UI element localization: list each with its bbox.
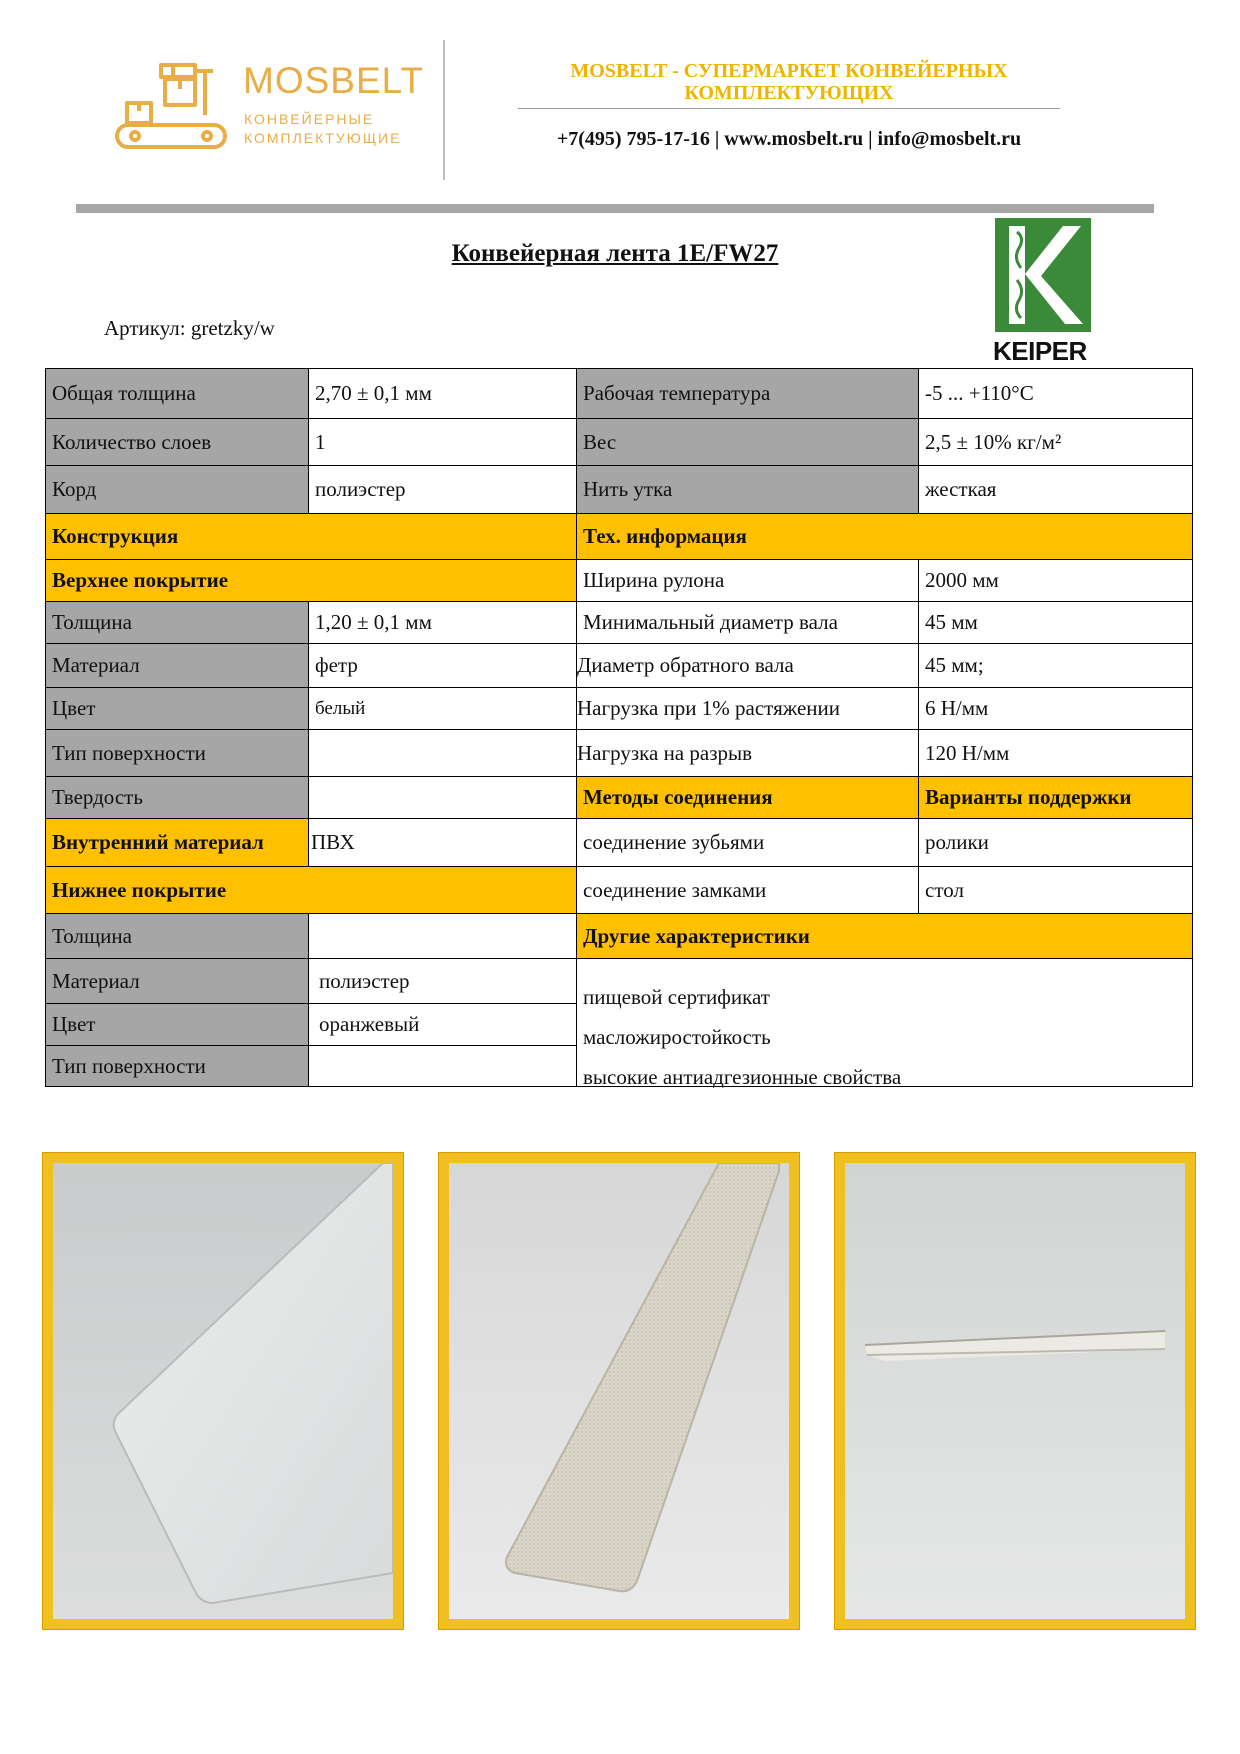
cord-label: Корд	[46, 466, 309, 514]
layers-value: 1	[309, 419, 577, 466]
construction-header: Конструкция	[46, 514, 577, 560]
weft-value: жесткая	[919, 466, 1192, 514]
product-title: Конвейерная лента 1E/FW27	[451, 240, 779, 267]
other-char-2: масложиростойкость	[583, 1025, 771, 1049]
hardness-value	[309, 777, 577, 819]
inner-material-label: Внутренний материал	[46, 819, 309, 867]
support-option-2: стол	[919, 867, 1192, 914]
join-method-1: соединение зубьями	[577, 819, 919, 867]
belt-photo-felt-surface	[42, 1152, 404, 1630]
roll-width-value: 2000 мм	[919, 560, 1192, 602]
top-color-label: Цвет	[46, 688, 309, 730]
top-surface-label: Тип поверхности	[46, 730, 309, 777]
bottom-color-label: Цвет	[46, 1004, 309, 1046]
min-drum-value: 45 мм	[919, 602, 1192, 644]
other-chars-list	[577, 959, 1192, 1089]
cord-value: полиэстер	[309, 466, 577, 514]
layers-label: Количество слоев	[46, 419, 309, 466]
header-divider	[443, 40, 445, 180]
belt-photo-fabric-surface	[438, 1152, 800, 1630]
top-surface-value	[309, 730, 577, 777]
top-thickness-label: Толщина	[46, 602, 309, 644]
top-material-label: Материал	[46, 644, 309, 688]
return-drum-value: 45 мм;	[919, 644, 1192, 688]
bottom-surface-label: Тип поверхности	[46, 1046, 309, 1086]
keiper-logo-icon	[995, 218, 1091, 332]
bottom-color-value: оранжевый	[309, 1004, 577, 1046]
bottom-thickness-value	[309, 914, 577, 959]
join-method-2: соединение замками	[577, 867, 919, 914]
company-tagline-line-2: КОМПЛЕКТУЮЩИХ	[684, 82, 894, 104]
company-tagline	[520, 60, 1058, 104]
load-1pct-label: Нагрузка при 1% растяжении	[577, 688, 919, 730]
return-drum-label: Диаметр обратного вала	[577, 644, 919, 688]
brand-subtitle-line-1: КОНВЕЙЕРНЫЕ	[244, 111, 375, 127]
join-methods-header: Методы соединения	[577, 777, 919, 819]
inner-material-value: ПВХ	[309, 819, 577, 867]
top-cover-header: Верхнее покрытие	[46, 560, 577, 602]
brand-subtitle-line-2: КОМПЛЕКТУЮЩИЕ	[244, 130, 402, 146]
other-chars-header: Другие характеристики	[577, 914, 1192, 959]
bottom-material-value: полиэстер	[309, 959, 577, 1004]
support-option-1: ролики	[919, 819, 1192, 867]
weight-label: Вес	[577, 419, 919, 466]
keiper-logo-text: KEIPER	[993, 336, 1087, 366]
work-temp-value: -5 ... +110°С	[919, 369, 1192, 419]
min-drum-label: Минимальный диаметр вала	[577, 602, 919, 644]
other-char-1: пищевой сертификат	[583, 985, 770, 1009]
brand-subtitle	[244, 110, 401, 148]
weft-label: Нить утка	[577, 466, 919, 514]
bottom-cover-header: Нижнее покрытие	[46, 867, 577, 914]
belt-photo-edge-profile	[834, 1152, 1196, 1630]
bottom-material-label: Материал	[46, 959, 309, 1004]
spec-table	[45, 368, 1193, 1087]
company-tagline-line-1: MOSBELT - СУПЕРМАРКЕТ КОНВЕЙЕРНЫХ	[570, 60, 1008, 82]
contacts: +7(495) 795-17-16 | www.mosbelt.ru | info@mosbelt.ru	[556, 128, 1022, 150]
brand-name: MOSBELT	[243, 60, 425, 101]
article-number: Артикул: gretzky/w	[104, 316, 275, 340]
top-material-value: фетр	[309, 644, 577, 688]
total-thickness-label: Общая толщина	[46, 369, 309, 419]
break-load-label: Нагрузка на разрыв	[577, 730, 919, 777]
break-load-value: 120 Н/мм	[919, 730, 1192, 777]
load-1pct-value: 6 Н/мм	[919, 688, 1192, 730]
header-bar	[76, 204, 1154, 213]
work-temp-label: Рабочая температура	[577, 369, 919, 419]
mosbelt-logo-icon	[113, 55, 233, 155]
bottom-thickness-label: Толщина	[46, 914, 309, 959]
top-thickness-value: 1,20 ± 0,1 мм	[309, 602, 577, 644]
bottom-surface-value	[309, 1046, 577, 1086]
roll-width-label: Ширина рулона	[577, 560, 919, 602]
top-color-value: белый	[309, 688, 577, 730]
tech-info-header: Тех. информация	[577, 514, 1192, 560]
hardness-label: Твердость	[46, 777, 309, 819]
tagline-underline	[518, 108, 1060, 109]
total-thickness-value: 2,70 ± 0,1 мм	[309, 369, 577, 419]
other-char-3: высокие антиадгезионные свойства	[583, 1065, 902, 1089]
support-options-header: Варианты поддержки	[919, 777, 1192, 819]
weight-value: 2,5 ± 10% кг/м²	[919, 419, 1192, 466]
